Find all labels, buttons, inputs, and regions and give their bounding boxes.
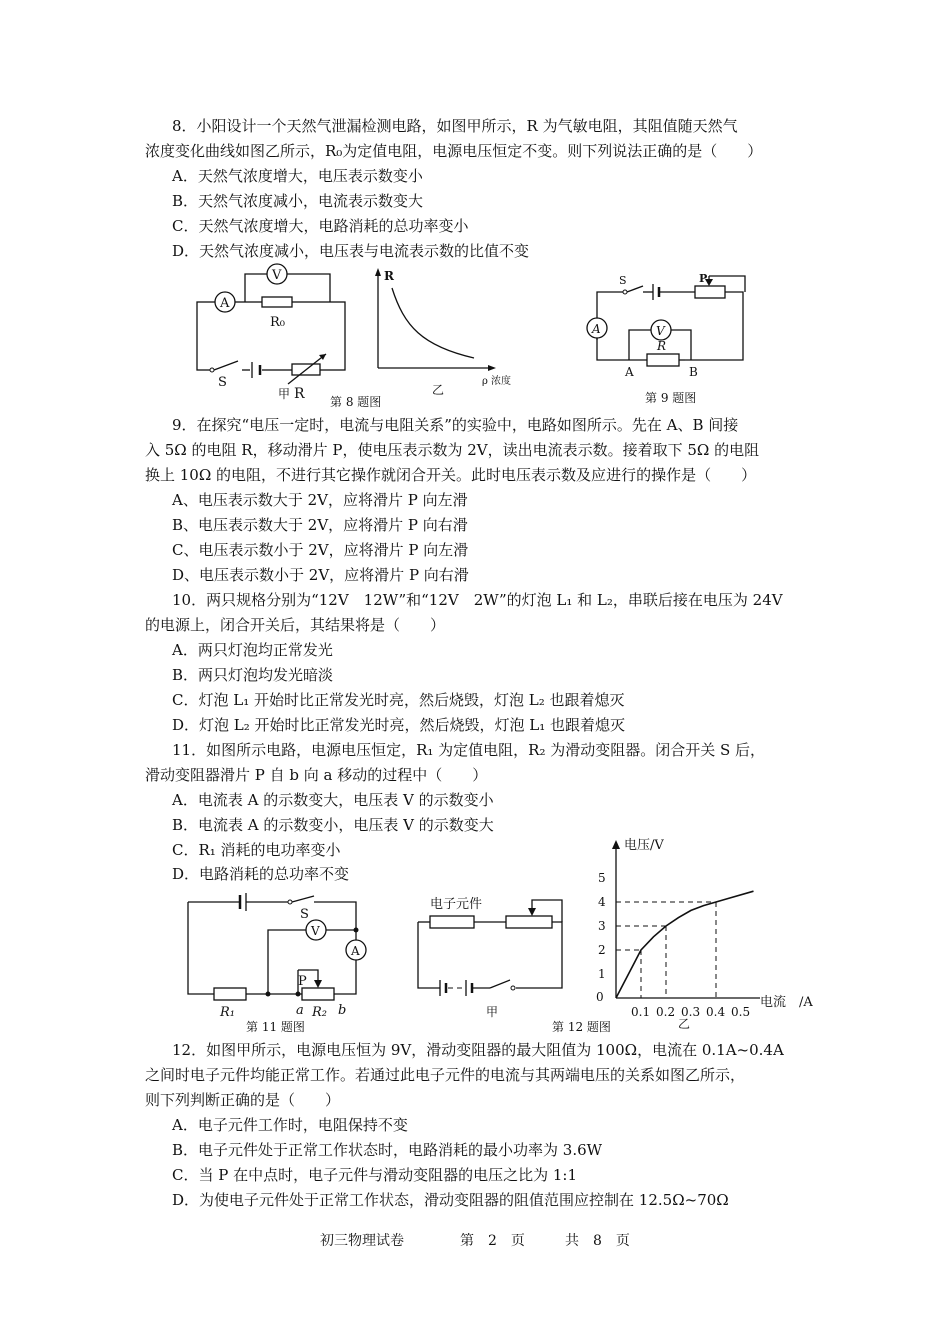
- chart-x-tick-label: 0.2: [656, 1005, 676, 1019]
- r2-label: R₂: [312, 1005, 327, 1020]
- switch-label: S: [619, 274, 627, 287]
- figure-12-circuit: [410, 890, 570, 1020]
- graph-y-label: R: [384, 269, 394, 283]
- junction-dot: [354, 928, 359, 933]
- chart-y-arrow: [612, 840, 620, 849]
- figure-11-circuit: [180, 890, 380, 1022]
- chart-x-tick-label: 0.5: [731, 1005, 751, 1019]
- ammeter-label: A: [220, 296, 230, 311]
- resistor-r: [647, 354, 679, 366]
- footer-page-total: 共 8 页: [565, 1233, 630, 1249]
- q11-stem-line1: 11．如图所示电路，电源电压恒定，R₁ 为定值电阻，R₂ 为滑动变阻器。闭合开关 S 后，: [172, 741, 766, 759]
- end-b-label: b: [338, 1003, 347, 1018]
- chart-x-tick-label: 0.1: [631, 1005, 651, 1019]
- circuit-loop: [197, 302, 345, 370]
- junction-dot: [296, 992, 301, 997]
- chart-x-tick-label: 0.3: [681, 1005, 701, 1019]
- r0-resistor: [262, 297, 292, 307]
- jia-label: 甲: [278, 387, 291, 401]
- resistance-curve: [392, 288, 474, 358]
- r0-label: R₀: [270, 315, 285, 330]
- q12-option-d: D．为使电子元件处于正常工作状态，滑动变阻器的阻值范围应控制在 12.5Ω~70Ω: [172, 1191, 729, 1209]
- chart-x-label: 电流 /A: [760, 995, 813, 1010]
- switch-blade: [292, 896, 314, 902]
- q12-stem-line3: 则下列判断正确的是（ ）: [145, 1091, 341, 1109]
- figure-8-graph: [370, 266, 520, 396]
- switch-pivot: [210, 368, 214, 372]
- chart-y-tick-label: 1: [598, 967, 606, 981]
- end-a-label: a: [296, 1003, 304, 1018]
- footer-page-number: 第 2 页: [460, 1233, 525, 1249]
- q8-stem-line2: 浓度变化曲线如图乙所示，R₀为定值电阻，电源电压恒定不变。则下列说法正确的是（ ）: [145, 142, 763, 160]
- figure-9-caption: 第 9 题图: [645, 391, 697, 405]
- q9-option-d: D、电压表示数小于 2V，应将滑片 P 向右滑: [172, 566, 469, 584]
- q10-option-a: A．两只灯泡均正常发光: [172, 641, 333, 659]
- chart-series-line: [616, 891, 754, 998]
- slider-label: P: [298, 974, 307, 989]
- q11-option-a: A．电流表 A 的示数变大，电压表 V 的示数变小: [172, 791, 494, 809]
- graph-x-arrow: [488, 365, 496, 371]
- chart-y-tick-label: 5: [598, 871, 606, 885]
- r1-resistor: [214, 988, 246, 1000]
- switch-pivot: [511, 986, 515, 990]
- switch-label: S: [300, 907, 309, 922]
- q8-option-b: B．天然气浓度减小，电流表示数变大: [172, 192, 424, 210]
- switch-pivot: [288, 900, 292, 904]
- switch-blade: [490, 980, 510, 988]
- q8-option-a: A．天然气浓度增大，电压表示数变小: [172, 167, 423, 185]
- q10-option-d: D．灯泡 L₂ 开始时比正常发光时亮，然后烧毁，灯泡 L₁ 也跟着熄灭: [172, 716, 626, 734]
- q9-stem-line2: 入 5Ω 的电阻 R，移动滑片 P，使电压表示数为 2V，读出电流表示数。接着取下 5Ω 的电阻: [145, 441, 760, 459]
- jia-label: 甲: [486, 1005, 499, 1019]
- chart-y-tick-label: 2: [598, 943, 606, 957]
- q10-option-c: C．灯泡 L₁ 开始时比正常发光时亮，然后烧毁，灯泡 L₂ 也跟着熄灭: [172, 691, 625, 709]
- figure-8-caption: 第 8 题图: [330, 395, 382, 409]
- chart-origin-label: 0: [596, 990, 604, 1004]
- graph-x-label: ρ 浓度: [482, 376, 512, 387]
- q12-stem-line1: 12．如图甲所示，电源电压恒为 9V，滑动变阻器的最大阻值为 100Ω，电流在 0.1A~0.4A: [172, 1041, 784, 1059]
- q12-option-c: C．当 P 在中点时，电子元件与滑动变阻器的电压之比为 1:1: [172, 1166, 578, 1184]
- q11-option-b: B．电流表 A 的示数变小，电压表 V 的示数变大: [172, 816, 494, 834]
- q12-option-a: A．电子元件工作时，电阻保持不变: [172, 1116, 408, 1134]
- switch-label: S: [218, 375, 227, 390]
- node-b-label: B: [689, 365, 698, 379]
- figure-9-circuit: [585, 268, 755, 380]
- voltmeter-label: V: [311, 924, 320, 938]
- gas-sensor-label: R: [294, 386, 305, 402]
- figure-8-circuit: [190, 262, 360, 412]
- node-a-label: A: [625, 365, 634, 379]
- q11-option-c: C．R₁ 消耗的电功率变小: [172, 841, 341, 859]
- electronic-component: [430, 916, 474, 928]
- ammeter-label: A: [351, 944, 360, 958]
- q12-option-b: B．电子元件处于正常工作状态时，电路消耗的最小功率为 3.6W: [172, 1141, 603, 1159]
- chart-y-label: 电压/V: [624, 838, 664, 853]
- chart-x-tick-label: 0.4: [706, 1005, 726, 1019]
- q9-option-b: B、电压表示数大于 2V，应将滑片 P 向右滑: [172, 516, 468, 534]
- rheostat: [506, 916, 552, 928]
- q8-option-d: D．天然气浓度减小，电压表与电流表示数的比值不变: [172, 242, 530, 260]
- q9-option-a: A、电压表示数大于 2V，应将滑片 P 向左滑: [172, 491, 468, 509]
- switch-pivot: [623, 290, 627, 294]
- slider-arrowhead: [314, 980, 322, 988]
- ammeter-label: A: [592, 322, 601, 336]
- chart-y-tick-label: 4: [598, 895, 606, 909]
- yi-label: 乙: [678, 1017, 691, 1031]
- voltmeter-label: V: [272, 268, 282, 283]
- slider-label: P: [699, 272, 708, 285]
- q8-option-c: C．天然气浓度增大，电路消耗的总功率变小: [172, 217, 469, 235]
- component-label: 电子元件: [430, 897, 483, 912]
- figure-12-caption: 第 12 题图: [552, 1020, 611, 1034]
- footer-exam-title: 初三物理试卷: [320, 1233, 404, 1249]
- q10-stem-line2: 的电源上，闭合开关后，其结果将是（ ）: [145, 616, 446, 634]
- slider-arrowhead: [528, 908, 536, 916]
- q9-stem-line1: 9．在探究“电压一定时，电流与电阻关系”的实验中，电路如图所示。先在 A、B 间接: [172, 416, 739, 434]
- switch-blade: [627, 286, 643, 292]
- figure-12-chart: [590, 832, 820, 1032]
- chart-y-tick-label: 3: [598, 919, 606, 933]
- r2-rheostat: [302, 988, 334, 1000]
- q9-stem-line3: 换上 10Ω 的电阻，不进行其它操作就闭合开关。此时电压表示数及应进行的操作是（ ）: [145, 466, 757, 484]
- voltmeter-label: V: [656, 324, 665, 338]
- q10-option-b: B．两只灯泡均发光暗淡: [172, 666, 334, 684]
- q10-stem-line1: 10．两只规格分别为“12V 12W”和“12V 2W”的灯泡 L₁ 和 L₂，串联后接在电压为 24V: [172, 591, 783, 609]
- q9-option-c: C、电压表示数小于 2V，应将滑片 P 向左滑: [172, 541, 469, 559]
- q12-stem-line2: 之间时电子元件均能正常工作。若通过此电子元件的电流与其两端电压的关系如图乙所示，: [145, 1066, 746, 1084]
- yi-label: 乙: [432, 383, 445, 397]
- r1-label: R₁: [220, 1005, 235, 1020]
- q8-stem-line1: 8．小阳设计一个天然气泄漏检测电路，如图甲所示，R 为气敏电阻，其阻值随天然气: [172, 117, 738, 135]
- resistor-label: R: [657, 339, 667, 353]
- rheostat: [695, 286, 725, 298]
- figure-11-caption: 第 11 题图: [246, 1020, 305, 1034]
- q11-option-d: D．电路消耗的总功率不变: [172, 865, 350, 883]
- q11-stem-line2: 滑动变阻器滑片 P 自 b 向 a 移动的过程中（ ）: [145, 766, 488, 784]
- graph-y-arrow: [375, 268, 381, 276]
